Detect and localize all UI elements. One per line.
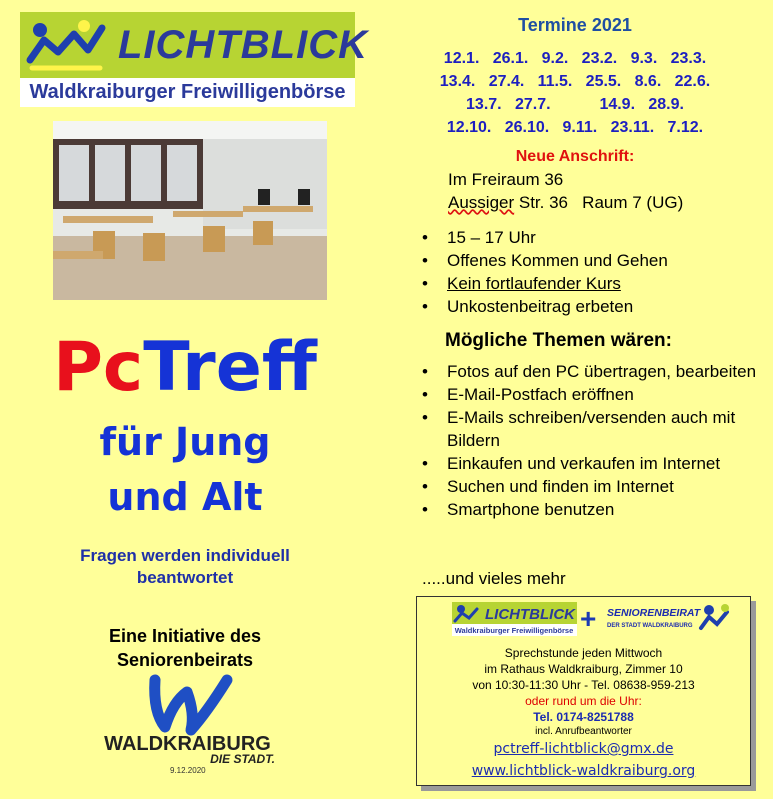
subtitle-line2: und Alt (107, 475, 263, 519)
logo-banner (20, 12, 368, 78)
title-pc: Pc (53, 328, 144, 407)
bullet-icon: • (422, 408, 428, 427)
list-item: • Kein fortlaufender Kurs (422, 274, 621, 293)
box-phone: Tel. 0174-8251788 (533, 710, 634, 724)
info-list (420, 226, 765, 318)
list-item: • Unkostenbeitrag erbeten (422, 297, 634, 316)
box-line-4: oder rund um die Uhr: (525, 694, 642, 708)
address-line1: Im Freiraum 36 (448, 170, 564, 189)
neue-anschrift-label: Neue Anschrift: (515, 148, 635, 165)
bullet-icon: • (422, 477, 428, 496)
bullet-icon: • (422, 500, 428, 519)
bullet-icon: • (422, 385, 428, 404)
initiative-line2: Seniorenbeirats (116, 650, 254, 670)
list-item: • Smartphone benutzen (422, 500, 615, 519)
room-photo (53, 121, 327, 300)
website-link[interactable]: www.lichtblick-waldkraiburg.org (471, 763, 696, 779)
termine-row-2: 13.4. 27.4. 11.5. 25.5. 8.6. 22.6. (439, 73, 711, 90)
fragen-text (15, 545, 355, 589)
box-line-1: Sprechstunde jeden Mittwoch (504, 646, 663, 660)
address-street: Aussiger (448, 193, 515, 212)
pctreff-title (0, 328, 370, 408)
termine-title: Termine 2021 (518, 15, 632, 35)
themen-list (420, 360, 765, 521)
box-logo-right-sub: DER STADT WALDKRAIBURG (607, 623, 693, 629)
bullet-icon: • (422, 251, 428, 270)
box-line-6: incl. Anrufbeantworter (535, 726, 632, 737)
lichtblick-figure-icon (24, 16, 108, 74)
list-item: • Fotos auf den PC übertragen, bearbeiten (422, 362, 757, 381)
list-item: • 15 – 17 Uhr (422, 228, 536, 247)
footer-date: 9.12.2020 (170, 766, 206, 775)
list-item: • Offenes Kommen und Gehen (422, 251, 668, 270)
box-logo-left-word: LICHTBLICK (485, 606, 575, 623)
list-item: • E-Mails schreiben/versenden auch mit Bildern (422, 408, 736, 450)
termine-row-4: 12.10. 26.10. 9.11. 23.11. 7.12. (446, 119, 704, 136)
logo-wordmark: LICHTBLICK (118, 23, 368, 67)
plus-sign: + (580, 603, 597, 634)
bullet-icon: • (422, 228, 428, 247)
bullet-icon: • (422, 274, 428, 293)
list-item: • Einkaufen und verkaufen im Internet (422, 454, 721, 473)
fragen-line1: Fragen werden individuell (80, 546, 290, 565)
seniorenbeirat-logo (605, 602, 733, 636)
list-item: • Suchen und finden im Internet (422, 477, 674, 496)
initiative-text (35, 624, 335, 672)
lichtblick-logo (20, 12, 368, 107)
box-line-3: von 10:30-11:30 Uhr - Tel. 08638-959-213 (472, 678, 695, 692)
logo-subtitle: Waldkraiburger Freiwilligenbörse (20, 78, 355, 107)
termine-row-1: 12.1. 26.1. 9.2. 23.2. 9.3. 23.3. (443, 50, 707, 67)
lichtblick-small-logo (452, 602, 577, 636)
box-logo-right-word: SENIORENBEIRAT (607, 607, 701, 619)
waldkraiburg-tagline: DIE STADT. (210, 752, 275, 766)
bullet-icon: • (422, 362, 428, 381)
contact-box (416, 596, 751, 786)
address-rest: Str. 36 Raum 7 (UG) (514, 193, 684, 212)
box-line-2: im Rathaus Waldkraiburg, Zimmer 10 (484, 662, 683, 676)
und-vieles-mehr: .....und vieles mehr (422, 569, 566, 588)
bullet-icon: • (422, 297, 428, 316)
fragen-line2: beantwortet (136, 568, 234, 587)
email-link[interactable]: pctreff-lichtblick@gmx.de (493, 741, 674, 757)
box-logo-left-sub: Waldkraiburger Freiwilligenbörse (454, 626, 574, 635)
subtitle-line1: für Jung (99, 420, 271, 464)
themen-title: Mögliche Themen wären: (445, 330, 672, 351)
termine-row-3: 13.7. 27.7. 14.9. 28.9. (466, 96, 684, 113)
initiative-line1: Eine Initiative des (108, 626, 262, 646)
title-treff: Treff (143, 328, 317, 407)
waldkraiburg-name: WALDKRAIBURG (104, 733, 271, 755)
list-item: • E-Mail-Postfach eröffnen (422, 385, 634, 404)
address-line2 (448, 193, 683, 213)
bullet-icon: • (422, 454, 428, 473)
